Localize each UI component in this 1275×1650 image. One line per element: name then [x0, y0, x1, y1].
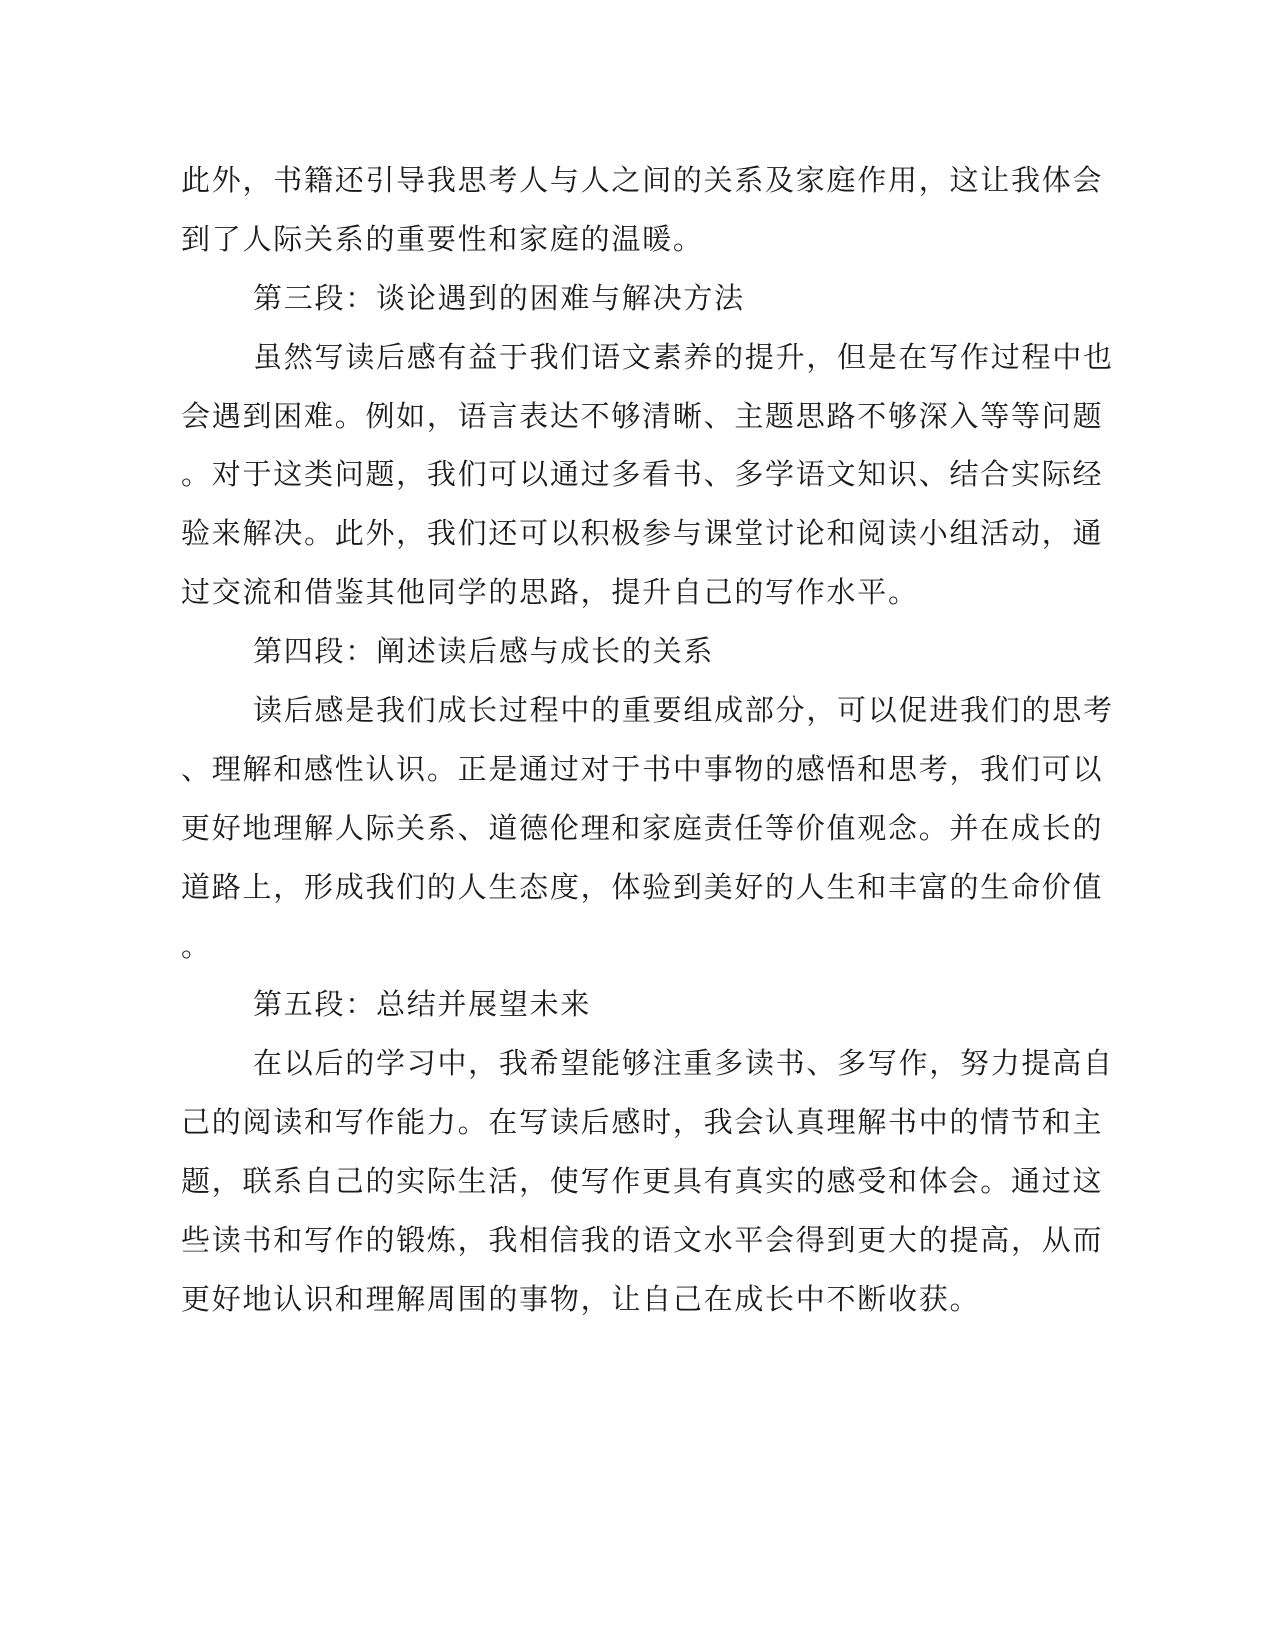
- text-line: 己的阅读和写作能力。在写读后感时，我会认真理解书中的情节和主: [181, 1105, 1104, 1139]
- text-line: 。对于这类问题，我们可以通过多看书、多学语文知识、结合实际经: [181, 457, 1104, 491]
- text-line: 、理解和感性认识。正是通过对于书中事物的感悟和思考，我们可以: [181, 752, 1104, 786]
- section-heading: 第五段：总结并展望未来: [253, 987, 592, 1021]
- text-line: 更好地认识和理解周围的事物，让自己在成长中不断收获。: [181, 1282, 981, 1316]
- section-heading: 第三段：谈论遇到的困难与解决方法: [253, 281, 745, 315]
- text-line: 在以后的学习中，我希望能够注重多读书、多写作，努力提高自: [253, 1046, 1114, 1080]
- text-line: 读后感是我们成长过程中的重要组成部分，可以促进我们的思考: [253, 693, 1114, 727]
- text-line: 虽然写读后感有益于我们语文素养的提升，但是在写作过程中也: [253, 340, 1114, 374]
- text-line: 道路上，形成我们的人生态度，体验到美好的人生和丰富的生命价值: [181, 870, 1104, 904]
- text-line: 到了人际关系的重要性和家庭的温暖。: [181, 222, 704, 256]
- text-line: 会遇到困难。例如，语言表达不够清晰、主题思路不够深入等等问题: [181, 399, 1104, 433]
- text-line: 过交流和借鉴其他同学的思路，提升自己的写作水平。: [181, 575, 919, 609]
- text-line: 题，联系自己的实际生活，使写作更具有真实的感受和体会。通过这: [181, 1164, 1104, 1198]
- text-line: 此外，书籍还引导我思考人与人之间的关系及家庭作用，这让我体会: [181, 163, 1104, 197]
- text-line: 验来解决。此外，我们还可以积极参与课堂讨论和阅读小组活动，通: [181, 516, 1104, 550]
- text-line: 。: [181, 929, 212, 963]
- text-line: 些读书和写作的锻炼，我相信我的语文水平会得到更大的提高，从而: [181, 1223, 1104, 1257]
- section-heading: 第四段：阐述读后感与成长的关系: [253, 634, 715, 668]
- text-line: 更好地理解人际关系、道德伦理和家庭责任等价值观念。并在成长的: [181, 811, 1104, 845]
